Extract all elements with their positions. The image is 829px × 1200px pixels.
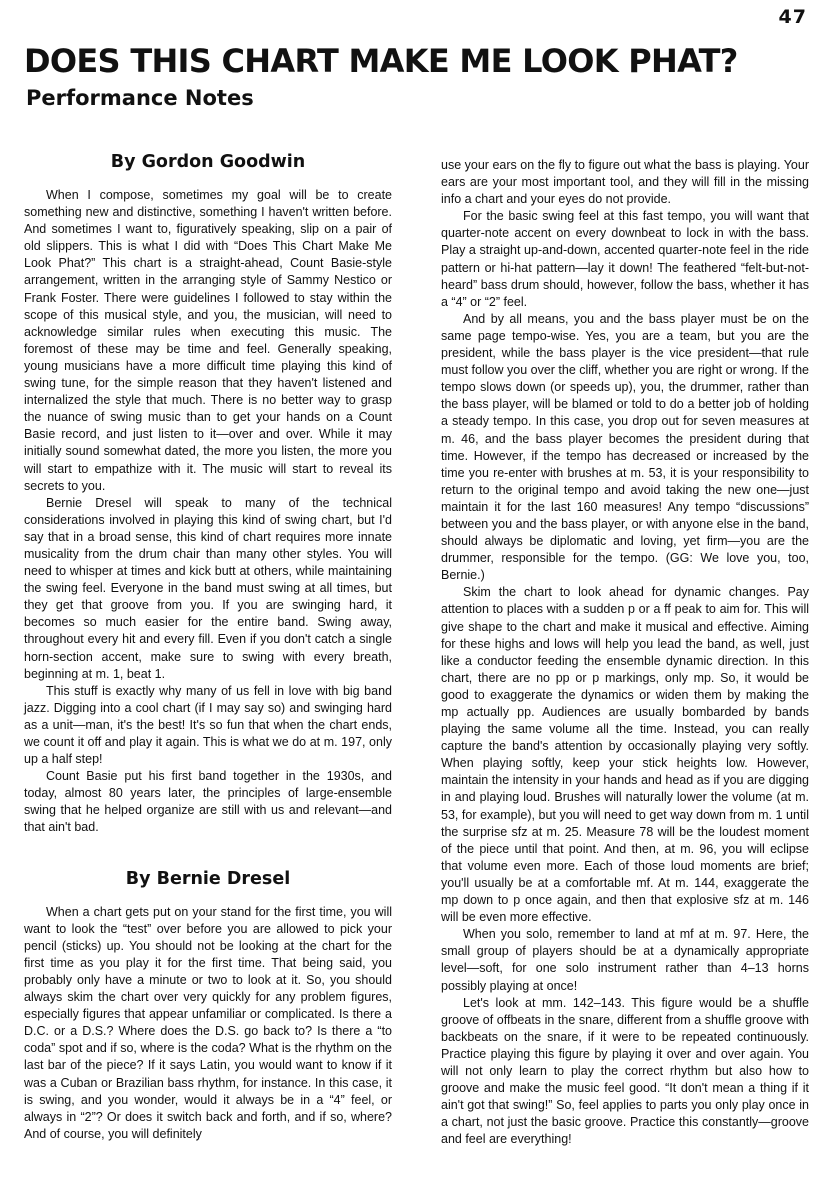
paragraph: Count Basie put his first band together in the 1930s, and today, almost 80 years later, the principles of large-ensemble swing that he helped organize are still with us and relevant—and that ain't bad.	[24, 769, 392, 835]
left-column	[24, 150, 392, 1143]
paragraph: Let's look at mm. 142–143. This figure would be a shuffle groove of offbeats in the snare, different from a shuffle groove with backbeats on the snare, if it were to be repeated continuously. Practice playing this figure by playing it over and over again. You will not only learn to play the correct rhythm but also how to groove and make the music feel good. “It don't mean a thing if it ain't got that swing!” So, feel applies to parts you only play once in a chart, not just the basic groove. Practice this constantly—groove and feel are everything!	[441, 995, 809, 1147]
paragraph: Bernie Dresel will speak to many of the technical considerations involved in playing this kind of swing chart, but I'd say that in a broad sense, this kind of chart requires more innate musicality from the drum chair than many other styles. You will need to whisper at times and kick butt at others, while maintaining the swing feel. Everyone in the band must swing at all times, but they get that groove from you. If you are swinging hard, it becomes so much easier for the entire band. Swing away, throughout every hit and every fill. Even if you don't catch a single horn-section accent, make sure to swing with every breath, beginning at m. 1, beat 1.	[24, 495, 392, 681]
page-number: 47	[778, 6, 807, 28]
paragraph: When you solo, remember to land at mf at m. 97. Here, the small group of players should be at a dynamically appropriate level—soft, for one solo instrument rather than 4–13 horns possibly playing at once!	[441, 927, 809, 993]
paragraph: This stuff is exactly why many of us fell in love with big band jazz. Digging into a cool chart (if I may say so) and swinging hard as a unit—man, it's the best! It's so fun that when the chart ends, we count it off and play it again. This is what we do at m. 197, only up a half step!	[24, 683, 392, 767]
paragraph: use your ears on the fly to figure out what the bass is playing. Your ears are your most important tool, and they will fill in the missing info a chart and your eyes do not provide.	[441, 158, 809, 207]
paragraph: Skim the chart to look ahead for dynamic changes. Pay attention to places with a sudden p or a ff peak to aim for. This will give shape to the chart and make it musical and effective. Aiming for these highs and lows will help you lead the band, as well, just like a conductor feeding the ensemble dynamic direction. In this chart, there are no pp or p markings, only mp. So, it would be good to exaggerate the dynamics or widen them by making the mp actually pp. Audiences are usually bombarded by bands playing the same volume all the time. Instead, you can really capture the band's attention by occasionally playing very softly. When playing softly, keep your stick heights low. However, maintain the intensity in your hands and head as if you are digging in and playing loud. Brushes will naturally lower the volume (at m. 53, for example), but you will need to get way down from m. 1 until the surprise sfz at m. 25. Measure 78 will be the loudest moment of the piece until that point. And then, at m. 96, you will eclipse that volume even more. Each of those loud moments are brief; you'll usually be at a comfortable mf. At m. 144, exaggerate the mp down to p once again, and then that explosive sfz at m. 146 will be even more effective.	[441, 585, 809, 925]
paragraph: For the basic swing feel at this fast tempo, you will want that quarter-note accent on every downbeat to lock in with the bass. Play a straight up-and-down, accented quarter-note feel in the ride pattern or hi-hat pattern—lay it down! The feathered “felt-but-not-heard” bass drum should, however, follow the bass, whether it has a “4” or “2” feel.	[441, 209, 809, 309]
section-heading-dresel: By Bernie Dresel	[125, 868, 291, 889]
paragraph: And by all means, you and the bass player must be on the same page tempo-wise. Yes, you are a team, but you are the president, while the bass player is the vice president—that rule must follow you over the cliff, whether you are right or wrong. If the tempo slows down (or speeds up), you, the drummer, rather than the bass player, will be blamed or told to do a better job of holding a steady tempo. In this case, you drop out for seven measures at m. 46, and the bass player becomes the president during that time. However, if the tempo has decreased or increased by the time you re-enter with brushes at m. 53, it is your responsibility to return to the original tempo and avoid taking the new one—just maintain it for the last 160 measures! Any tempo “discussions” between you and the bass player, or with anyone else in the band, should always be diplomatic and loving, yet firm—you are the drummer, responsible for the tempo. (GG: We love you, too, Bernie.)	[441, 311, 809, 583]
section-heading-goodwin: By Gordon Goodwin	[110, 152, 306, 172]
right-column	[441, 157, 809, 1148]
page-subtitle: Performance Notes	[26, 86, 254, 110]
paragraph: When a chart gets put on your stand for the first time, you will want to look the “test” over before you are allowed to pick your pencil (sticks) up. You should not be looking at the chart for the first time as you play it for the first time. That being said, you probably only have a minute or two to look at it. So, you should always skim the chart over very quickly for any problem figures, especially figures that appear unfamiliar or complicated. Is there a D.C. or a D.S.? Where does the D.S. go back to? Is there a “to coda” spot and if so, where is the coda? What is the rhythm on the last bar of the piece? If it says Latin, you would want to know if it was a Cuban or Brazilian bass rhythm, for instance. In this case, it is swing, and you wonder, would it always be in a “4” feel, or always in “2”? Or does it switch back and forth, and if so, where? And of course, you will definitely	[24, 904, 392, 1141]
page-title: DOES THIS CHART MAKE ME LOOK PHAT?	[24, 42, 738, 80]
paragraph: When I compose, sometimes my goal will be to create something new and distinctive, something I haven't written before. And sometimes I want to, figuratively speaking, slip on a pair of old slippers. This is what I did with “Does This Chart Make Me Look Phat?” This chart is a straight-ahead, Count Basie-style arrangement, written in the arranging style of Sammy Nestico or Frank Foster. There were guidelines I followed to stay within the scope of this musical style, and you, the musician, will need to acknowledge similar rules when executing this music. The foremost of these may be time and feel. Generally speaking, young musicians have a more difficult time playing this kind of swing tune, for the simple reason that they haven't listened and internalized the style that much. There is no better way to grasp the nuance of swing music than to get your hands on a Count Basie record, and just listen to it—over and over. While it may initially sound somewhat dated, the more you listen, the more you will start to empathize with it. The music will start to reveal its secrets to you.	[24, 188, 392, 493]
